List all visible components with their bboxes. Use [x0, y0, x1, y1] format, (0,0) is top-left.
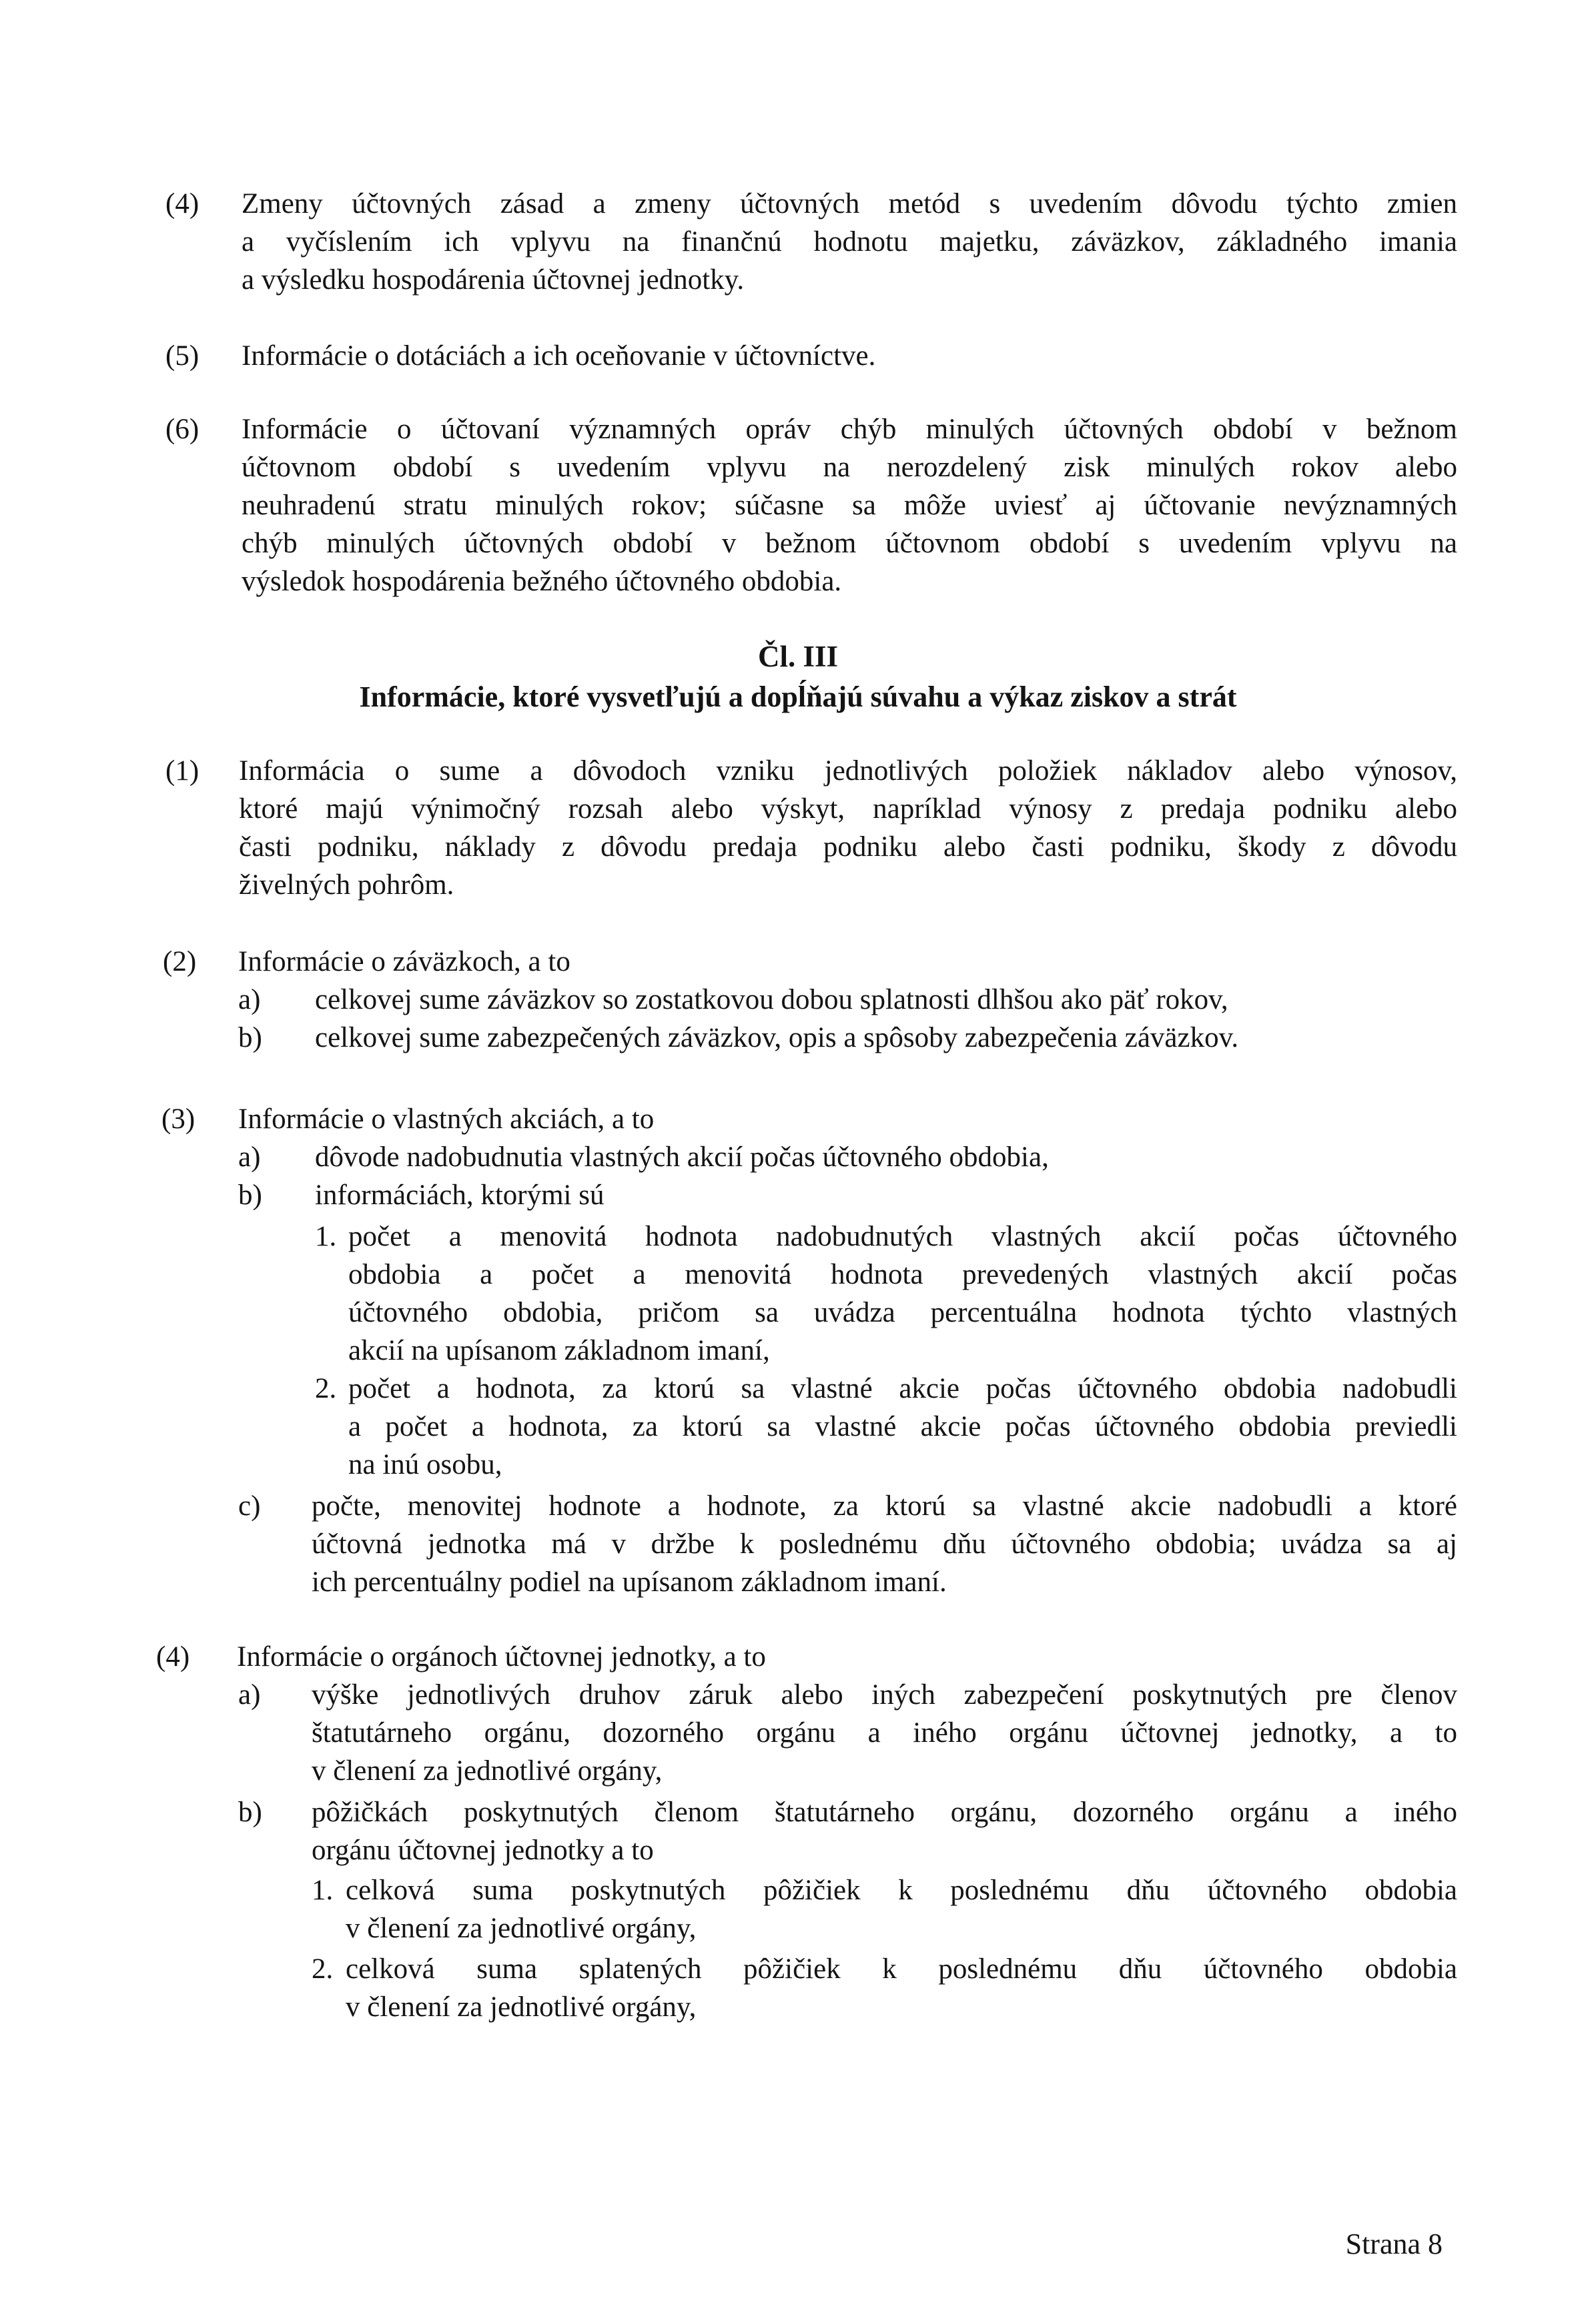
paragraph-line: Informácie o vlastných akciách, a to [238, 1103, 655, 1135]
paragraph-line: výsledok hospodárenia bežného účtovného obdobia. [242, 566, 842, 597]
sub-item-marker: b) [238, 1180, 262, 1211]
sub-item-line: počte, menovitej hodnote a hodnote, za ktorú sa vlastné akcie nadobudli a ktoré [312, 1490, 1457, 1522]
sub-item-line: orgánu účtovnej jednotky a to [312, 1835, 654, 1866]
paragraph-line: živelných pohrôm. [239, 869, 454, 901]
paragraph-marker: (2) [163, 946, 197, 977]
paragraph-line: a vyčíslením ich vplyvu na finančnú hodnotu majetku, záväzkov, základného imania [242, 226, 1457, 258]
paragraph-line: a výsledku hospodárenia účtovnej jednotky. [242, 264, 745, 296]
sub-item-marker: b) [238, 1022, 262, 1053]
paragraph-line: účtovnom období s uvedením vplyvu na nerozdelený zisk minulých rokov alebo [242, 452, 1457, 483]
sub-item-marker: a) [238, 1141, 261, 1173]
paragraph-line: časti podniku, náklady z dôvodu predaja podniku alebo časti podniku, škody z dôvodu [239, 831, 1457, 863]
sub-item-line: ich percentuálny podiel na upísanom základnom imaní. [312, 1566, 947, 1598]
numbered-item-marker: 2. [312, 1953, 334, 1985]
paragraph-line: Informácie o účtovaní významných opráv chýb minulých účtovných období v bežnom [242, 414, 1457, 445]
paragraph-line: Informácie o záväzkoch, a to [238, 946, 570, 977]
numbered-item-line: obdobia a počet a menovitá hodnota prevedených vlastných akcií počas [348, 1259, 1457, 1290]
paragraph-line: neuhradenú stratu minulých rokov; súčasne sa môže uviesť aj účtovanie nevýznamných [242, 490, 1457, 521]
sub-item-line: dôvode nadobudnutia vlastných akcií počas účtovného obdobia, [315, 1141, 1049, 1173]
numbered-item-line: a počet a hodnota, za ktorú sa vlastné akcie počas účtovného obdobia previedli [348, 1411, 1457, 1442]
numbered-item-marker: 2. [315, 1373, 337, 1404]
section-title: Informácie, ktoré vysvetľujú a dopĺňajú súvahu a výkaz ziskov a strát [359, 680, 1237, 713]
numbered-item-line: celková suma poskytnutých pôžičiek k poslednému dňu účtovného obdobia [346, 1875, 1457, 1906]
numbered-item-line: počet a menovitá hodnota nadobudnutých vlastných akcií počas účtovného [348, 1221, 1457, 1252]
sub-item-line: pôžičkách poskytnutých členom štatutárneho orgánu, dozorného orgánu a iného [312, 1797, 1457, 1828]
sub-item-line: štatutárneho orgánu, dozorného orgánu a iného orgánu účtovnej jednotky, a to [312, 1717, 1457, 1749]
numbered-item-line: v členení za jednotlivé orgány, [346, 1913, 697, 1944]
paragraph-line: Zmeny účtovných zásad a zmeny účtovných metód s uvedením dôvodu týchto zmien [242, 188, 1457, 219]
paragraph-marker: (4) [156, 1641, 190, 1673]
sub-item-marker: a) [238, 1679, 261, 1711]
sub-item-line: informáciách, ktorými sú [315, 1180, 605, 1211]
sub-item-line: celkovej sume záväzkov so zostatkovou dobou splatnosti dlhšou ako päť rokov, [315, 984, 1228, 1015]
numbered-item-marker: 1. [315, 1221, 337, 1252]
paragraph-line: ktoré majú výnimočný rozsah alebo výskyt, napríklad výnosy z predaja podniku alebo [239, 793, 1457, 825]
page-number: Strana 8 [1345, 2228, 1443, 2260]
paragraph-line: chýb minulých účtovných období v bežnom účtovnom období s uvedením vplyvu na [242, 528, 1457, 559]
numbered-item-line: účtovného obdobia, pričom sa uvádza percentuálna hodnota týchto vlastných [348, 1297, 1457, 1328]
paragraph-line: Informácie o orgánoch účtovnej jednotky, a to [237, 1641, 766, 1673]
sub-item-line: v členení za jednotlivé orgány, [312, 1755, 663, 1787]
paragraph-marker: (3) [161, 1103, 195, 1135]
sub-item-line: výške jednotlivých druhov záruk alebo iných zabezpečení poskytnutých pre členov [312, 1679, 1457, 1711]
paragraph-marker: (5) [165, 340, 200, 372]
sub-item-line: celkovej sume zabezpečených záväzkov, opis a spôsoby zabezpečenia záväzkov. [315, 1022, 1239, 1053]
numbered-item-line: akcií na upísanom základnom imaní, [348, 1335, 770, 1366]
sub-item-marker: a) [238, 984, 261, 1015]
paragraph-marker: (1) [165, 755, 200, 787]
sub-item-line: účtovná jednotka má v držbe k poslednému dňu účtovného obdobia; uvádza sa aj [312, 1528, 1457, 1560]
paragraph-marker: (4) [165, 188, 200, 219]
sub-item-marker: c) [238, 1490, 261, 1522]
numbered-item-line: v členení za jednotlivé orgány, [346, 1991, 697, 2023]
numbered-item-line: na inú osobu, [348, 1449, 502, 1480]
paragraph-line: Informácie o dotáciách a ich oceňovanie v účtovníctve. [242, 340, 876, 372]
paragraph-marker: (6) [165, 414, 200, 445]
numbered-item-line: počet a hodnota, za ktorú sa vlastné akcie počas účtovného obdobia nadobudli [348, 1373, 1457, 1404]
numbered-item-line: celková suma splatených pôžičiek k poslednému dňu účtovného obdobia [346, 1953, 1457, 1985]
sub-item-marker: b) [238, 1797, 262, 1828]
section-number: Čl. III [757, 640, 839, 673]
paragraph-line: Informácia o sume a dôvodoch vzniku jednotlivých položiek nákladov alebo výnosov, [239, 755, 1457, 787]
numbered-item-marker: 1. [312, 1875, 334, 1906]
